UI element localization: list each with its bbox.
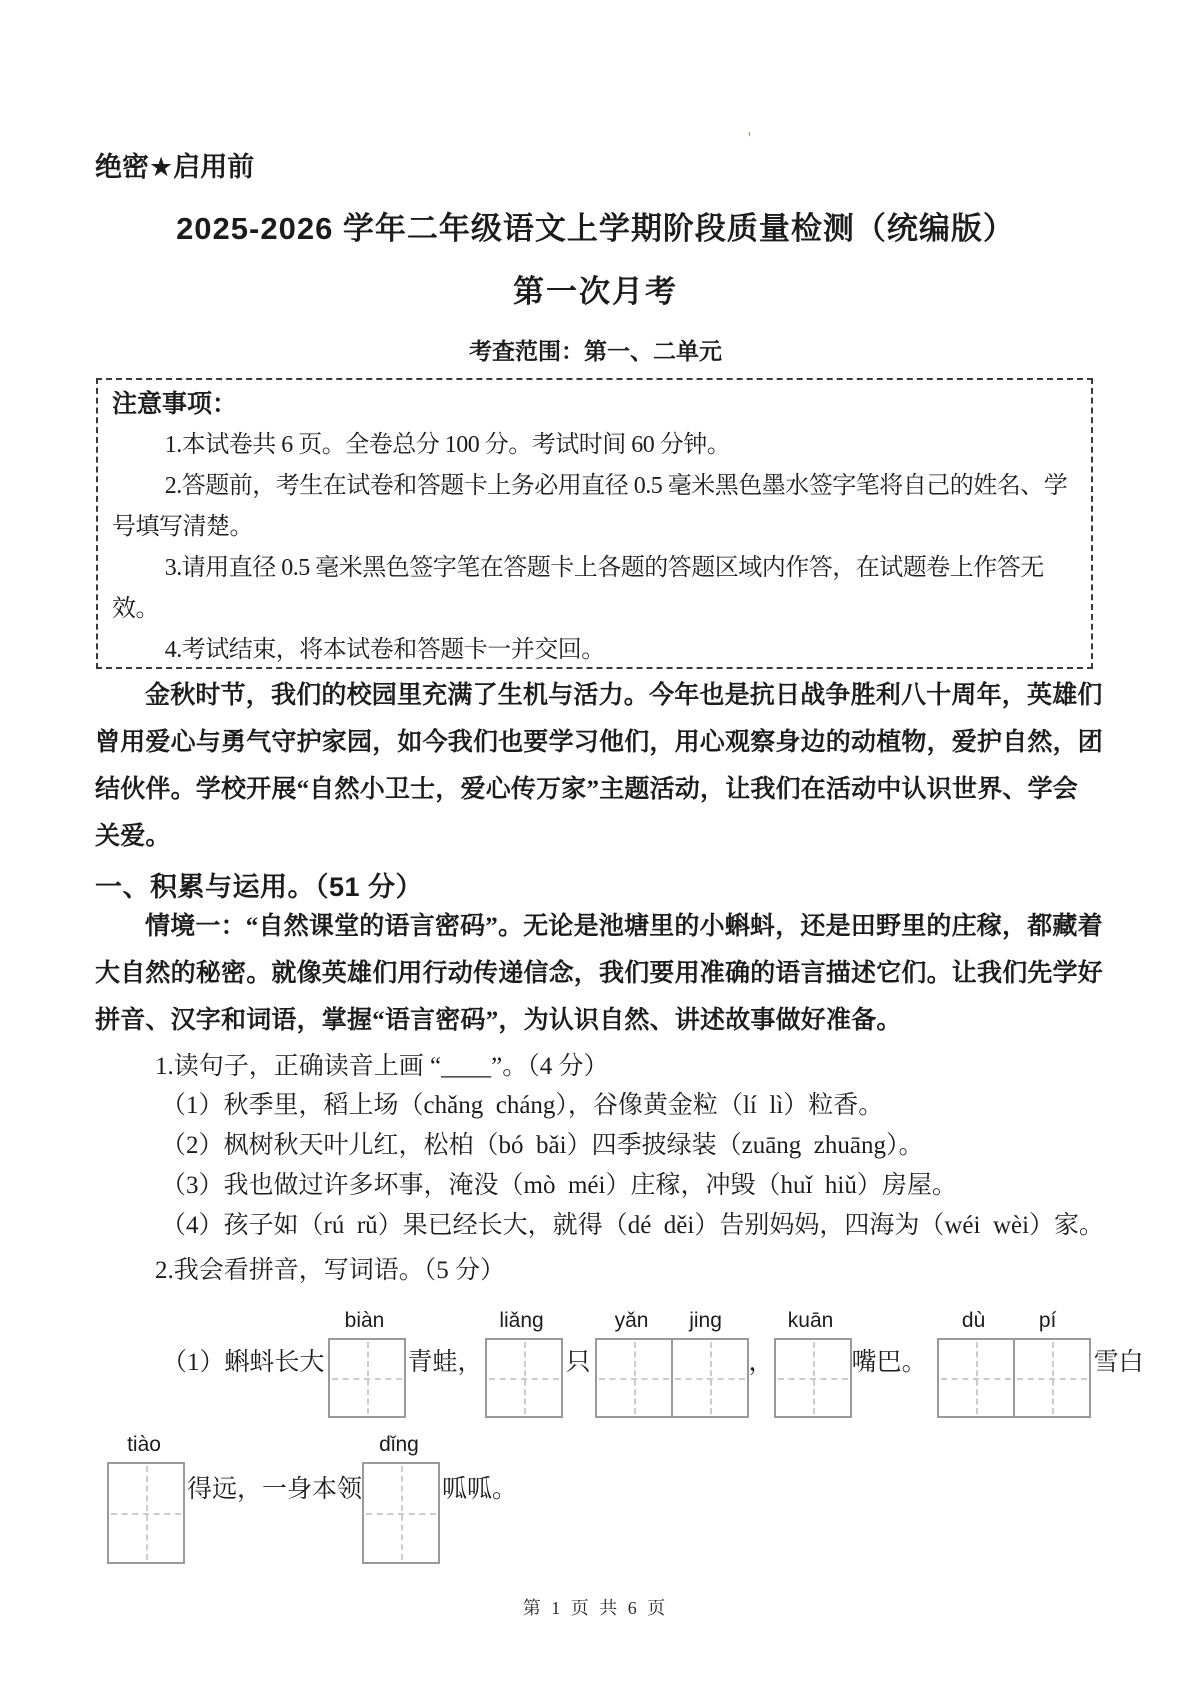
scene-paragraph — [95, 903, 1111, 1044]
exam-subtitle: 第一次月考 — [513, 274, 678, 309]
q1-item-1: （1）秋季里，稻上场 •（chǎng cháng），谷像黄金粒 •（lí lì）粒香。 — [95, 1086, 1145, 1126]
scope-line — [0, 333, 1191, 366]
writing-box-tiao — [107, 1433, 185, 1564]
writing-box-liang — [485, 1309, 563, 1418]
pinyin-label: kuān — [787, 1309, 834, 1332]
page-footer: 第 1 页 共 6 页 — [522, 1598, 669, 1618]
row-text: 呱呱。 — [442, 1476, 518, 1503]
writing-box-ding — [362, 1433, 440, 1564]
pinyin-label: yǎn — [614, 1309, 649, 1332]
intro-paragraph — [95, 672, 1111, 860]
pinyin-label: jing — [689, 1309, 722, 1332]
q1-item-list — [95, 1086, 1145, 1246]
row-text: 青蛙， — [407, 1349, 483, 1376]
notice-line: 2.答题前，考生在试卷和答题卡上务必用直径 0.5 毫米黑色墨水签字笔将自己的姓名、学 — [164, 473, 1068, 499]
stray-mark: ' — [748, 130, 751, 147]
tianzige-cell — [107, 1462, 185, 1564]
q1-item-2: （2）枫树秋天叶儿红，松柏 •（bó bǎi）四季披绿装 •（zuāng zhuāng）。 — [95, 1126, 1145, 1166]
pinyin-label: pí — [1038, 1309, 1057, 1332]
row-text: ， — [748, 1349, 774, 1376]
q2-fill-row-2 — [107, 1433, 518, 1564]
pinyin-label: dù — [961, 1309, 986, 1332]
pinyin-label: dǐng — [379, 1433, 419, 1456]
writing-box-kuan — [774, 1309, 852, 1418]
tianzige-cell — [774, 1338, 852, 1418]
exam-title: 2025-2026 学年二年级语文上学期阶段质量检测（统编版） — [176, 211, 1015, 246]
notice-box — [96, 378, 1093, 669]
q2-title: 2.我会看拼音，写词语。（5 分） — [155, 1257, 506, 1284]
scene-line: 大自然的秘密。就像英雄们用行动传递信念，我们要用准确的语言描述它们。让我们先学好 — [95, 960, 1104, 987]
q1-title: 1.读句子，正确读音上画 “____”。（4 分） — [155, 1053, 609, 1080]
tianzige-cell — [1013, 1338, 1091, 1418]
intro-line: 结伙伴。学校开展“自然小卫士，爱心传万家”主题活动，让我们在活动中认识世界、学会 — [95, 776, 1079, 803]
tianzige-cell — [362, 1462, 440, 1564]
pinyin-label: tiào — [127, 1433, 161, 1456]
notice-line: 4.考试结束，将本试卷和答题卡一并交回。 — [164, 637, 605, 663]
pinyin-label: biàn — [344, 1309, 385, 1332]
scene-line: 情境一：“自然课堂的语言密码”。无论是池塘里的小蝌蚪，还是田野里的庄稼，都藏着 — [145, 913, 1103, 940]
notice-line: 号填写清楚。 — [112, 514, 253, 540]
row-text: 雪白 — [1093, 1349, 1144, 1376]
writing-box-dupi — [937, 1309, 1091, 1418]
notice-heading: 注意事项： — [112, 390, 238, 418]
writing-box-bian — [328, 1309, 406, 1418]
q2-fill-row-1 — [162, 1309, 1144, 1418]
notice-line: 效。 — [112, 596, 159, 622]
pinyin-label: liǎng — [499, 1309, 544, 1332]
q1-item-4: （4）孩子如 •（rú rǔ）果已经长大，就得 •（dé děi）告别妈妈，四海为 •（wéi wèi）家。 — [95, 1206, 1145, 1246]
intro-line: 曾用爱心与勇气守护家园，如今我们也要学习他们，用心观察身边的动植物，爱护自然，团 — [95, 729, 1104, 756]
row-text: （1）蝌蚪长大 — [162, 1349, 325, 1376]
row-text: 嘴巴。 — [851, 1349, 927, 1376]
scope-value: 第一、二单元 — [584, 339, 722, 364]
notice-line: 3.请用直径 0.5 毫米黑色签字笔在答题卡上各题的答题区域内作答，在试题卷上作答无 — [164, 555, 1044, 581]
intro-line: 金秋时节，我们的校园里充满了生机与活力。今年也是抗日战争胜利八十周年，英雄们 — [145, 682, 1103, 709]
classification-label: 绝密★启用前 — [95, 152, 255, 182]
tianzige-cell — [328, 1338, 406, 1418]
scope-label: 考查范围： — [469, 339, 584, 364]
writing-box-yanjing — [595, 1309, 749, 1418]
scene-line: 拼音、汉字和词语，掌握“语言密码”，为认识自然、讲述故事做好准备。 — [95, 1007, 902, 1034]
intro-line: 关爱。 — [95, 823, 171, 850]
notice-line: 1.本试卷共 6 页。全卷总分 100 分。考试时间 60 分钟。 — [164, 432, 731, 458]
row-text: 得远，一身本领 — [187, 1476, 363, 1503]
tianzige-cell — [937, 1338, 1015, 1418]
row-text: 只 — [565, 1349, 591, 1376]
section-title: 一、积累与运用。（51 分） — [95, 872, 424, 902]
tianzige-cell — [595, 1338, 673, 1418]
tianzige-cell — [485, 1338, 563, 1418]
tianzige-cell — [671, 1338, 749, 1418]
q1-item-3: （3）我也做过许多坏事，淹没 •（mò méi）庄稼，冲毁 •（huǐ hiǔ）房屋。 — [95, 1166, 1145, 1206]
